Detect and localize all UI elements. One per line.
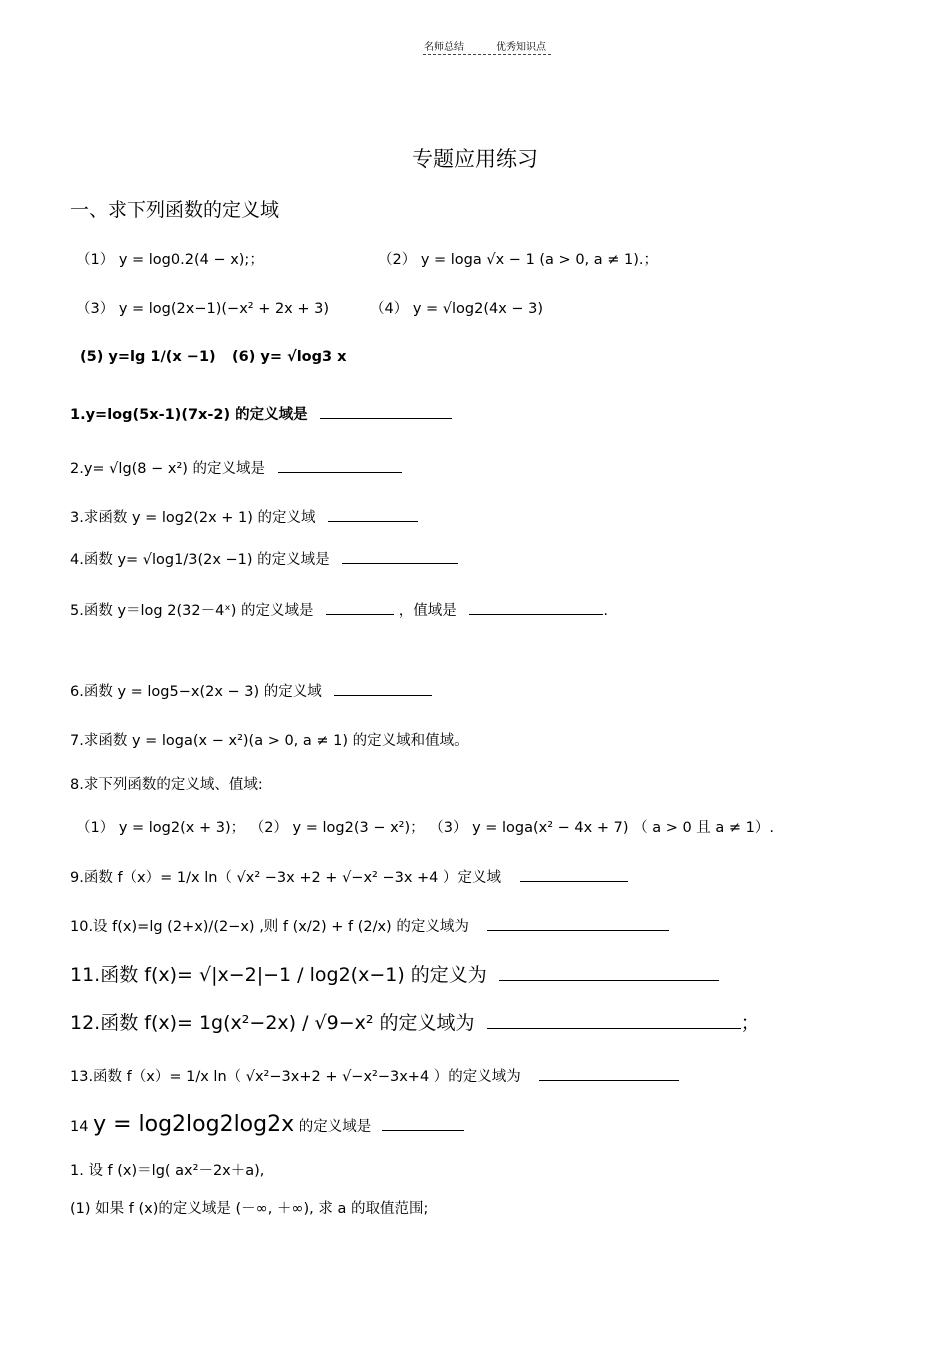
question-13: 13.函数 f（x）= 1/x ln（ √x²−3x+2 + √−x²−3x+4 ）的定义域为 — [70, 1069, 521, 1085]
problem-5: (5) y=lg 1/(x −1) — [80, 349, 216, 365]
question-8: 8.求下列函数的定义域、值域: — [70, 777, 263, 793]
header-divider — [423, 54, 551, 55]
question-5-range: ，值域是 — [398, 603, 457, 619]
answer-blank — [469, 600, 603, 615]
question-8-items: （1） y = log2(x + 3)； （2） y = log2(3 − x²)； （3） y = loga(x² − 4x + 7) （ a > 0 且 a ≠ 1）. — [76, 820, 774, 836]
answer-blank — [487, 1010, 741, 1029]
problem-6: (6) y= √log3 x — [232, 349, 347, 365]
answer-blank — [320, 404, 452, 419]
answer-blank — [334, 681, 432, 696]
exercise-1: 1. 设 f (x)＝lg( ax²－2x＋a), — [70, 1163, 265, 1179]
question-12: 12.函数 f(x)= 1g(x²−2x) / √9−x² 的定义域为 — [70, 1012, 475, 1034]
question-11: 11.函数 f(x)= √|x−2|−1 / log2(x−1) 的定义为 — [70, 964, 487, 986]
page-title: 专题应用练习 — [412, 147, 538, 171]
answer-blank — [326, 600, 394, 615]
question-14-formula: y = log2log2log2x — [93, 1112, 295, 1137]
problem-2: （2） y = loga √x − 1 (a > 0, a ≠ 1).； — [378, 252, 659, 268]
answer-blank — [342, 549, 458, 564]
question-5-end: . — [603, 603, 608, 619]
question-2: 2.y= √lg(8 − x²) 的定义域是 — [70, 461, 266, 477]
question-3: 3.求函数 y = log2(2x + 1) 的定义域 — [70, 510, 316, 526]
question-12-end: ； — [740, 1012, 760, 1034]
question-6: 6.函数 y = log5−x(2x − 3) 的定义域 — [70, 684, 322, 700]
question-5: 5.函数 y＝log 2(32－4ˣ) 的定义域是 — [70, 603, 314, 619]
question-1: 1.y=log(5x-1)(7x-2) 的定义域是 — [70, 407, 308, 423]
header-left: 名师总结 — [424, 42, 464, 53]
section-heading: 一、求下列函数的定义域 — [70, 199, 280, 221]
answer-blank — [382, 1116, 464, 1131]
answer-blank — [499, 962, 719, 981]
question-14-text: 的定义域是 — [298, 1119, 372, 1135]
question-14-number: 14 — [70, 1119, 89, 1135]
question-4: 4.函数 y= √log1/3(2x −1) 的定义域是 — [70, 552, 330, 568]
answer-blank — [328, 507, 418, 522]
answer-blank — [278, 458, 402, 473]
problem-1: （1） y = log0.2(4 − x);； — [76, 252, 264, 268]
exercise-1-part-1: (1) 如果 f (x)的定义域是 (－∞, ＋∞), 求 a 的取值范围; — [70, 1201, 429, 1217]
problem-4: （4） y = √log2(4x − 3) — [370, 301, 544, 317]
problem-3: （3） y = log(2x−1)(−x² + 2x + 3) — [76, 301, 330, 317]
answer-blank — [487, 916, 669, 931]
question-7: 7.求函数 y = loga(x − x²)(a > 0, a ≠ 1) 的定义域和值域。 — [70, 733, 469, 749]
answer-blank — [520, 867, 628, 882]
question-10: 10.设 f(x)=lg (2+x)/(2−x) ,则 f (x/2) + f (2/x) 的定义域为 — [70, 919, 469, 935]
answer-blank — [539, 1066, 679, 1081]
header-right: 优秀知识点 — [496, 42, 546, 53]
question-9: 9.函数 f（x）= 1/x ln（ √x² −3x +2 + √−x² −3x +4 ）定义域 — [70, 870, 502, 886]
